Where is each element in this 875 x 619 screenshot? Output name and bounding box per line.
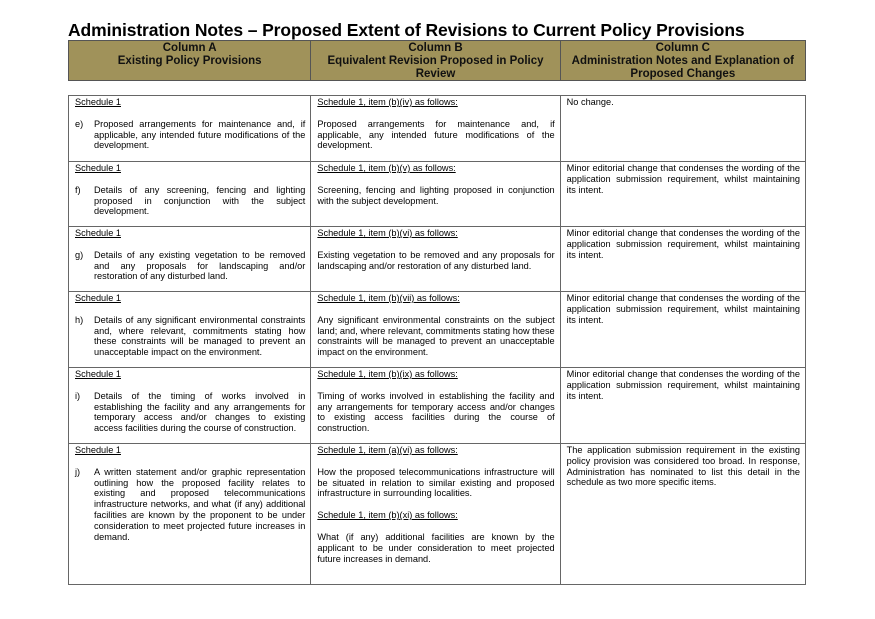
- revision-text: Existing vegetation to be removed and any proposals for landscaping and/or restoration of any disturbed land.: [317, 249, 555, 271]
- item-letter: e): [75, 118, 84, 129]
- table-row: [69, 367, 805, 443]
- revision-ref: Schedule 1, item (b)(xi) as follows:: [317, 510, 458, 521]
- revision-ref: Schedule 1, item (b)(ix) as follows:: [317, 369, 458, 379]
- column-a-cell: [69, 227, 310, 291]
- admin-note: Minor editorial change that condenses the wording of the application submission requirement, whilst maintaining its intent.: [566, 228, 800, 260]
- column-a-label: Column A: [162, 42, 217, 54]
- schedule-ref: Schedule 1: [75, 293, 121, 303]
- column-b-cell: [310, 96, 559, 161]
- revision-text: Screening, fencing and lighting proposed in conjunction with the subject development.: [317, 184, 555, 206]
- item-letter: h): [75, 314, 84, 325]
- item-letter: f): [75, 184, 81, 195]
- provision-text: A written statement and/or graphic representation outlining how the proposed facility relates to existing and proposed telecommunications infrastructure networks, and what (if any) additional facilities are known by the proponent to be under consideration to meet projected future increases in demand.: [94, 466, 306, 542]
- provision-text: Details of the timing of works involved in establishing the facility and any arrangements for temporary access and/or changes to existing access facilities during the course of construction.: [94, 390, 306, 434]
- column-b-header: [310, 41, 559, 80]
- column-c-cell: [560, 292, 805, 367]
- revision-text: What (if any) additional facilities are known by the applicant to be under consideration to meet projected future increases in demand.: [317, 531, 555, 564]
- item-letter: g): [75, 249, 84, 260]
- column-a-cell: [69, 444, 310, 584]
- provision-text: Details of any screening, fencing and lighting proposed in conjunction with the subject development.: [94, 184, 306, 217]
- revisions-table: [68, 95, 806, 585]
- schedule-ref: Schedule 1: [75, 228, 121, 238]
- revision-ref: Schedule 1, item (b)(iv) as follows:: [317, 97, 458, 107]
- column-b-cell: [310, 444, 559, 584]
- provision-text: Details of any existing vegetation to be removed and any proposals for landscaping and/or restoration of any disturbed land.: [94, 249, 306, 282]
- table-row: [69, 96, 805, 161]
- revision-ref: Schedule 1, item (b)(vi) as follows:: [317, 228, 458, 238]
- column-a-cell: [69, 368, 310, 443]
- column-c-cell: [560, 368, 805, 443]
- column-b-cell: [310, 368, 559, 443]
- table-row: [69, 443, 805, 584]
- column-b-cell: [310, 227, 559, 291]
- column-c-cell: [560, 444, 805, 584]
- table-row: [69, 291, 805, 367]
- admin-note: Minor editorial change that condenses the wording of the application submission requirement, whilst maintaining its intent.: [566, 293, 800, 325]
- admin-note: Minor editorial change that condenses the wording of the application submission requirement, whilst maintaining its intent.: [566, 369, 800, 401]
- column-c-header: [560, 41, 805, 80]
- column-c-title: Administration Notes and Explanation of Proposed Changes: [571, 55, 795, 80]
- column-c-cell: [560, 227, 805, 291]
- revision-ref: Schedule 1, item (b)(vii) as follows:: [317, 293, 460, 303]
- admin-note: Minor editorial change that condenses the wording of the application submission requirement, whilst maintaining its intent.: [566, 163, 800, 195]
- column-b-label: Column B: [408, 42, 463, 54]
- column-a-title: Existing Policy Provisions: [117, 55, 262, 67]
- revision-text: Any significant environmental constraints on the subject land; and, where relevant, commitments stating how these constraints will be managed to prevent an unacceptable impact on the environment.: [317, 314, 555, 358]
- column-c-cell: [560, 96, 805, 161]
- column-a-cell: [69, 292, 310, 367]
- revision-text: Proposed arrangements for maintenance and, if applicable, any intended future modifications of the development.: [317, 118, 555, 151]
- schedule-ref: Schedule 1: [75, 163, 121, 173]
- table-row: [69, 226, 805, 291]
- provision-text: Details of any significant environmental constraints and, where relevant, commitments stating how these constraints will be managed to prevent an unacceptable impact on the environment.: [94, 314, 306, 358]
- provision-text: Proposed arrangements for maintenance and, if applicable, any intended future modifications of the development.: [94, 118, 306, 151]
- page-title: Administration Notes – Proposed Extent of Revisions to Current Policy Provisions: [68, 20, 745, 40]
- schedule-ref: Schedule 1: [75, 445, 121, 455]
- column-b-cell: [310, 292, 559, 367]
- admin-note: No change.: [566, 97, 614, 107]
- item-letter: i): [75, 390, 81, 401]
- column-a-cell: [69, 162, 310, 226]
- column-c-cell: [560, 162, 805, 226]
- schedule-ref: Schedule 1: [75, 369, 121, 379]
- revision-ref: Schedule 1, item (b)(v) as follows:: [317, 163, 456, 173]
- revision-text: How the proposed telecommunications infrastructure will be situated in relation to similar existing and proposed infrastructure in surrounding localities.: [317, 466, 555, 499]
- schedule-ref: Schedule 1: [75, 97, 121, 107]
- revision-ref: Schedule 1, item (a)(vi) as follows:: [317, 445, 458, 455]
- item-letter: j): [75, 466, 81, 477]
- table-row: [69, 161, 805, 226]
- column-a-cell: [69, 96, 310, 161]
- revision-text: Timing of works involved in establishing the facility and any arrangements for temporary access and/or changes to existing access facilities during the course of construction.: [317, 390, 555, 434]
- table-header: [68, 40, 806, 81]
- column-b-title: Equivalent Revision Proposed in Policy Review: [327, 55, 544, 80]
- admin-note: The application submission requirement in the existing policy provision was considered too broad. In response, Administration has nominated to list this detail in the schedule as two more specific items.: [566, 445, 800, 488]
- column-a-header: [69, 41, 310, 80]
- column-c-label: Column C: [655, 42, 710, 54]
- column-b-cell: [310, 162, 559, 226]
